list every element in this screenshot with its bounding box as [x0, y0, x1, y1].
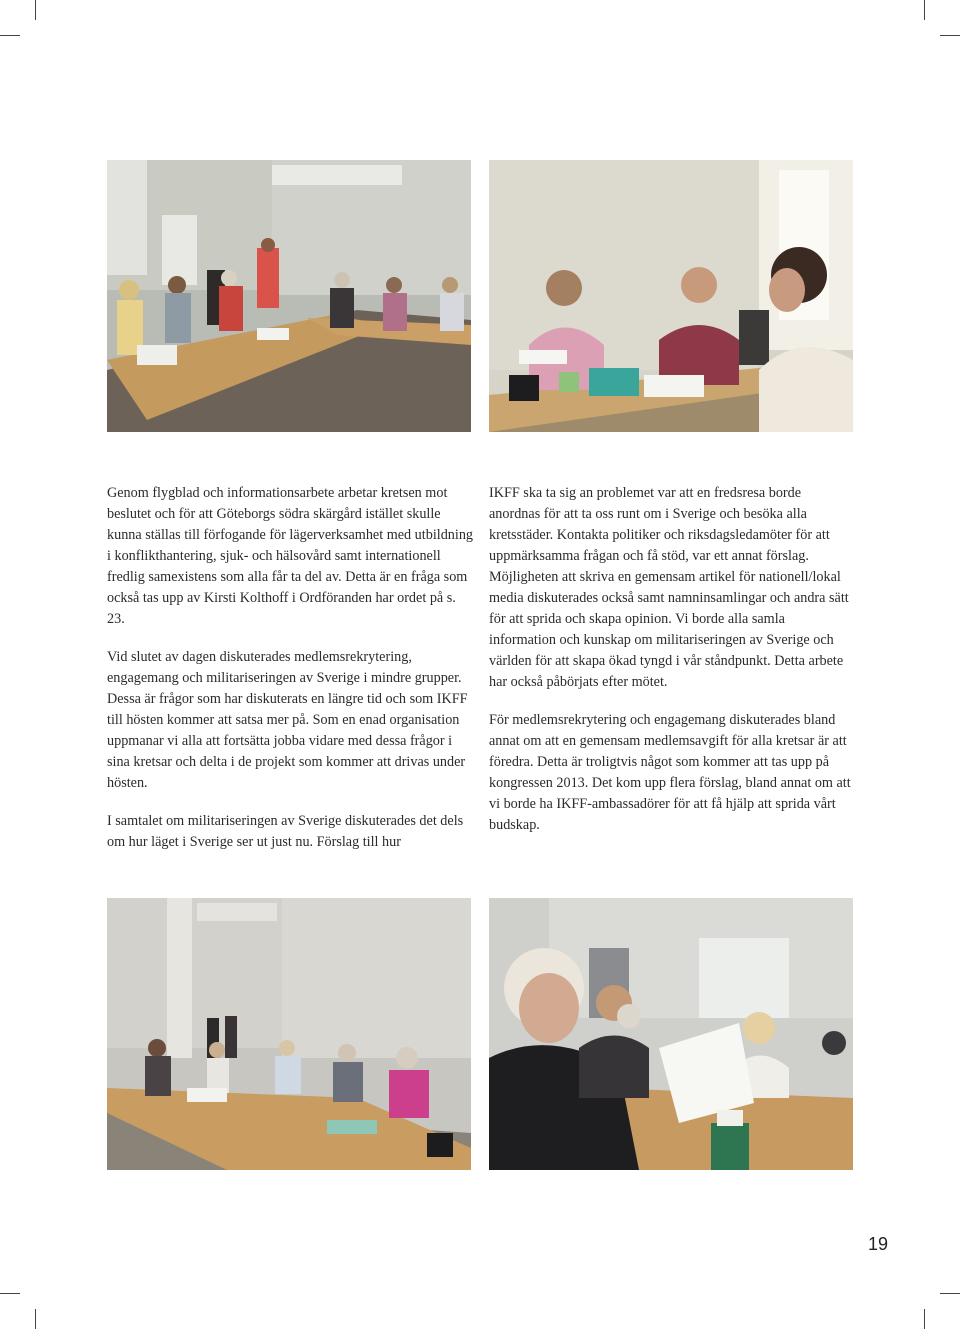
crop-mark-bottom-left-horizontal: [0, 1293, 20, 1294]
crop-mark-top-left-horizontal: [0, 35, 20, 36]
photo-women-reading-papers: [489, 898, 853, 1170]
photo-women-reading-image: [489, 898, 853, 1170]
photo-three-women-image: [489, 160, 853, 432]
paragraph-left-3: I samtalet om militariseringen av Sverige diskuterades det dels om hur läget i Sverige ser ut just nu. Förslag till hur: [107, 813, 464, 850]
text-column-right: [489, 483, 855, 853]
text-column-left: [107, 483, 473, 870]
page-number: 19: [868, 1234, 889, 1254]
crop-mark-bottom-right-horizontal: [940, 1293, 960, 1294]
paragraph-right-2: För medlemsrekrytering och engagemang diskuterades bland annat om att en gemensam medlemsavgift för alla kretsar är att föredra. Detta är troligtvis något som kommer att tas upp på kongressen 2013. Det kom upp flera förslag, bland annat om att vi borde ha IKFF-ambassadörer för att få hjälp att sprida vårt budskap.: [489, 712, 851, 833]
crop-mark-top-left-vertical: [35, 0, 36, 20]
paragraph-right-1: IKFF ska ta sig an problemet var att en fredsresa borde anordnas för att ta oss runt om i Sverige och besöka alla kretsstäder. Kontakta politiker och riksdagsledamöter för att uppmärksamma frågan och få stöd, var ett annat förslag. Möjligheten att skriva en gemensam artikel för nationell/lokal media diskuterades också samt namninsamlingar och andra sätt för att sprida och skapa opinion. Vi borde alla samla information och kunskap om militariseringen av Sverige och världen för att skapa ökad tyngd i vår ståndpunkt. Detta arbete har också påbörjats efter mötet.: [489, 485, 849, 690]
crop-mark-bottom-left-vertical: [35, 1309, 36, 1329]
photo-meeting-room: [107, 160, 471, 432]
paragraph-left-2: Vid slutet av dagen diskuterades medlemsrekrytering, engagemang och militariseringen av Sverige i mindre grupper. Dessa är frågor som har diskuterats en längre tid och som IKFF till hösten kommer att satsa mer på. Som en enad organisation uppmanar vi alla att fortsätta jobba vidare med dessa frågor i sina kretsar och delta i de projekt som kommer att drivas under hösten.: [107, 649, 468, 791]
photo-group-discussion-image: [107, 898, 471, 1170]
crop-mark-top-right-vertical: [924, 0, 925, 20]
paragraph-left-1: Genom flygblad och informationsarbete arbetar kretsen mot beslutet och för att Göteborgs södra skärgård istället skulle kunna ställas till förfogande för lägerverksamhet med utbildning i konflikthantering, sjuk- och hälsovård samt internationell fredlig samexistens som alla får ta del av. Detta är en fråga som också tas upp av Kirsti Kolthoff i Ordföranden har ordet på s. 23.: [107, 485, 474, 627]
crop-mark-bottom-right-vertical: [924, 1309, 925, 1329]
photo-three-women-at-table: [489, 160, 853, 432]
photo-group-discussion: [107, 898, 471, 1170]
photo-meeting-room-image: [107, 160, 471, 432]
crop-mark-top-right-horizontal: [940, 35, 960, 36]
